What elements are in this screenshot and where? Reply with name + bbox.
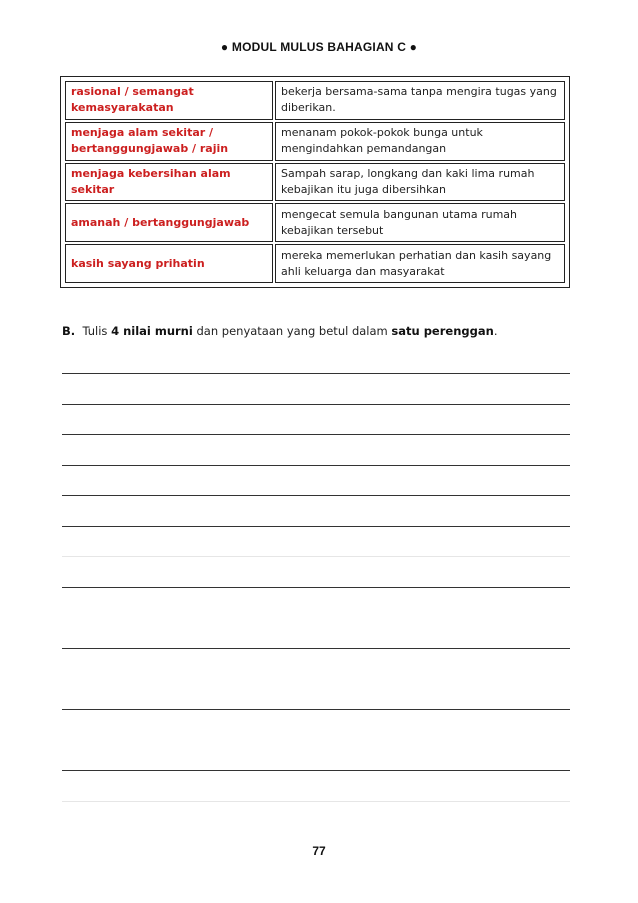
contoh-cell: mereka memerlukan perhatian dan kasih sayang ahli keluarga dan masyarakat bbox=[275, 244, 565, 283]
instruction-emphasis: satu perenggan bbox=[391, 324, 494, 338]
contoh-cell: menanam pokok-pokok bunga untuk mengindahkan pemandangan bbox=[275, 122, 565, 161]
answer-line[interactable] bbox=[62, 495, 570, 496]
section-b-instruction bbox=[62, 324, 572, 338]
nilai-cell: menjaga alam sekitar / bertanggungjawab / rajin bbox=[65, 122, 273, 161]
answer-line[interactable] bbox=[62, 801, 570, 802]
instruction-text: . bbox=[493, 324, 498, 338]
answer-line[interactable] bbox=[62, 587, 570, 588]
answer-line[interactable] bbox=[62, 373, 570, 374]
table-row bbox=[65, 122, 565, 161]
nilai-cell: amanah / bertanggungjawab bbox=[65, 203, 273, 242]
instruction-text: Tulis bbox=[82, 324, 112, 338]
table-row bbox=[65, 244, 565, 283]
answer-line[interactable] bbox=[62, 465, 570, 466]
nilai-cell: kasih sayang prihatin bbox=[65, 244, 273, 283]
answer-line[interactable] bbox=[62, 709, 570, 710]
answer-line[interactable] bbox=[62, 404, 570, 405]
page-header: ● MODUL MULUS BAHAGIAN C ● bbox=[220, 40, 418, 54]
instruction-emphasis: 4 nilai murni bbox=[111, 324, 193, 338]
contoh-cell: Sampah sarap, longkang dan kaki lima rumah kebajikan itu juga dibersihkan bbox=[275, 163, 565, 202]
contoh-cell: bekerja bersama-sama tanpa mengira tugas yang diberikan. bbox=[275, 81, 565, 120]
answer-line[interactable] bbox=[62, 770, 570, 771]
nilai-cell: menjaga kebersihan alam sekitar bbox=[65, 163, 273, 202]
answer-line[interactable] bbox=[62, 648, 570, 649]
section-label: B. bbox=[62, 324, 76, 338]
nilai-cell: rasional / semangat kemasyarakatan bbox=[65, 81, 273, 120]
table-row bbox=[65, 81, 565, 120]
instruction-text: dan penyataan yang betul dalam bbox=[192, 324, 392, 338]
values-table-frame bbox=[60, 76, 570, 288]
answer-line[interactable] bbox=[62, 526, 570, 527]
answer-line[interactable] bbox=[62, 556, 570, 557]
answer-line[interactable] bbox=[62, 434, 570, 435]
table-row bbox=[65, 203, 565, 242]
values-table bbox=[63, 79, 567, 285]
page-number: 77 bbox=[312, 844, 326, 858]
table-row bbox=[65, 163, 565, 202]
contoh-cell: mengecat semula bangunan utama rumah kebajikan tersebut bbox=[275, 203, 565, 242]
